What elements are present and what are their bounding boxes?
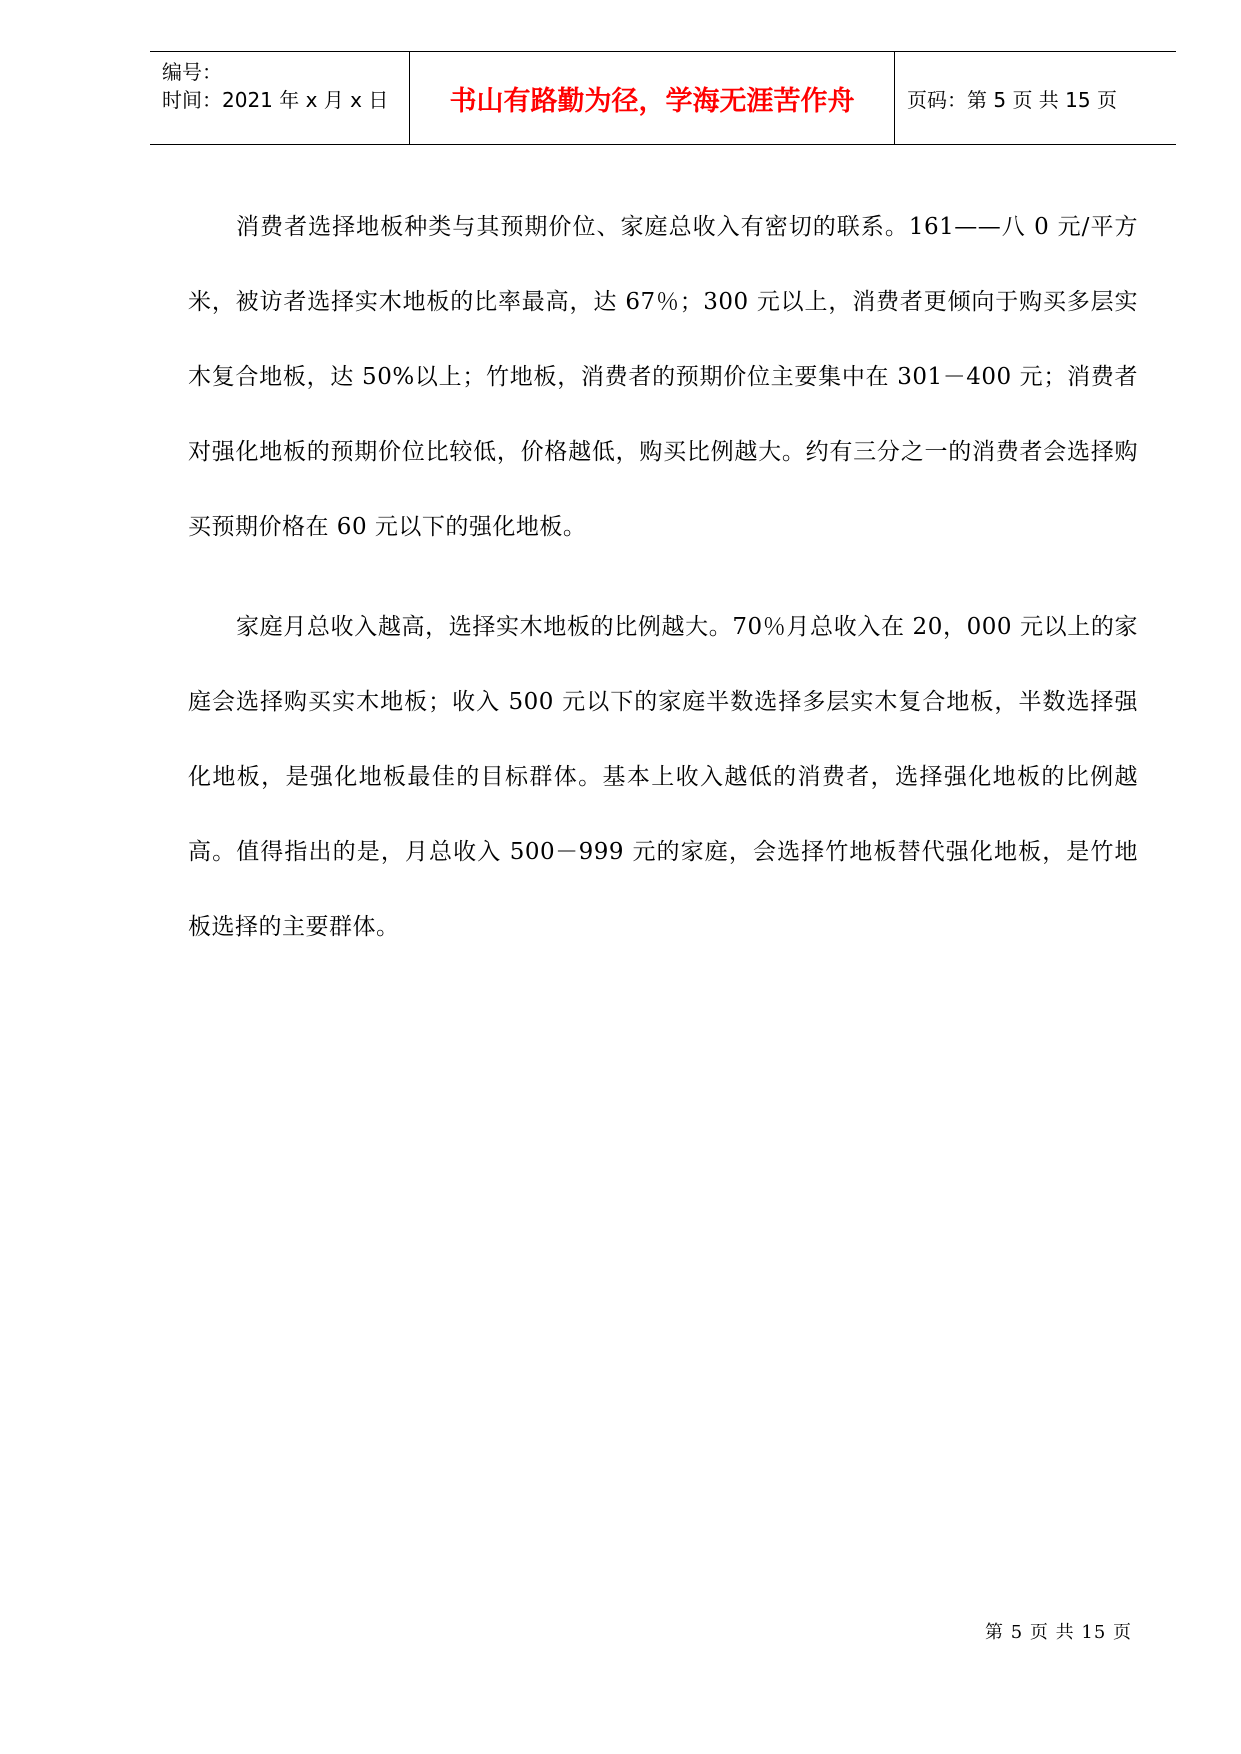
document-time-label: 时间：2021 年 x 月 x 日 xyxy=(162,88,389,112)
document-body xyxy=(188,190,1138,965)
paragraph-price-preference: 消费者选择地板种类与其预期价位、家庭总收入有密切的联系。161——八 0 元/平方米，被访者选择实木地板的比率最高，达 67％；300 元以上，消费者更倾向于购买多层实木复合地板，达 50%以上；竹地板，消费者的预期价位主要集中在 301－400 元；消费者对强化地板的预期价位比较低，价格越低，购买比例越大。约有三分之一的消费者会选择购买预期价格在 60 元以下的强化地板。 xyxy=(188,214,1138,540)
header-motto: 书山有路勤为径，学海无涯苦作舟 xyxy=(449,85,855,117)
document-number-label: 编号： xyxy=(162,60,222,84)
page-footer: 第 5 页 共 15 页 xyxy=(985,1622,1132,1643)
header-page-cell xyxy=(895,52,1176,144)
header-meta-cell xyxy=(150,52,410,144)
header-page-code: 页码：第 5 页 共 15 页 xyxy=(907,87,1117,112)
paragraph-income-preference: 家庭月总收入越高，选择实木地板的比例越大。70％月总收入在 20，000 元以上的家庭会选择购买实木地板；收入 500 元以下的家庭半数选择多层实木复合地板，半数选择强化地板，是强化地板最佳的目标群体。基本上收入越低的消费者，选择强化地板的比例越高。值得指出的是，月总收入 500－999 元的家庭，会选择竹地板替代强化地板，是竹地板选择的主要群体。 xyxy=(188,614,1139,940)
header-motto-cell xyxy=(410,52,895,144)
page-header xyxy=(150,51,1176,145)
